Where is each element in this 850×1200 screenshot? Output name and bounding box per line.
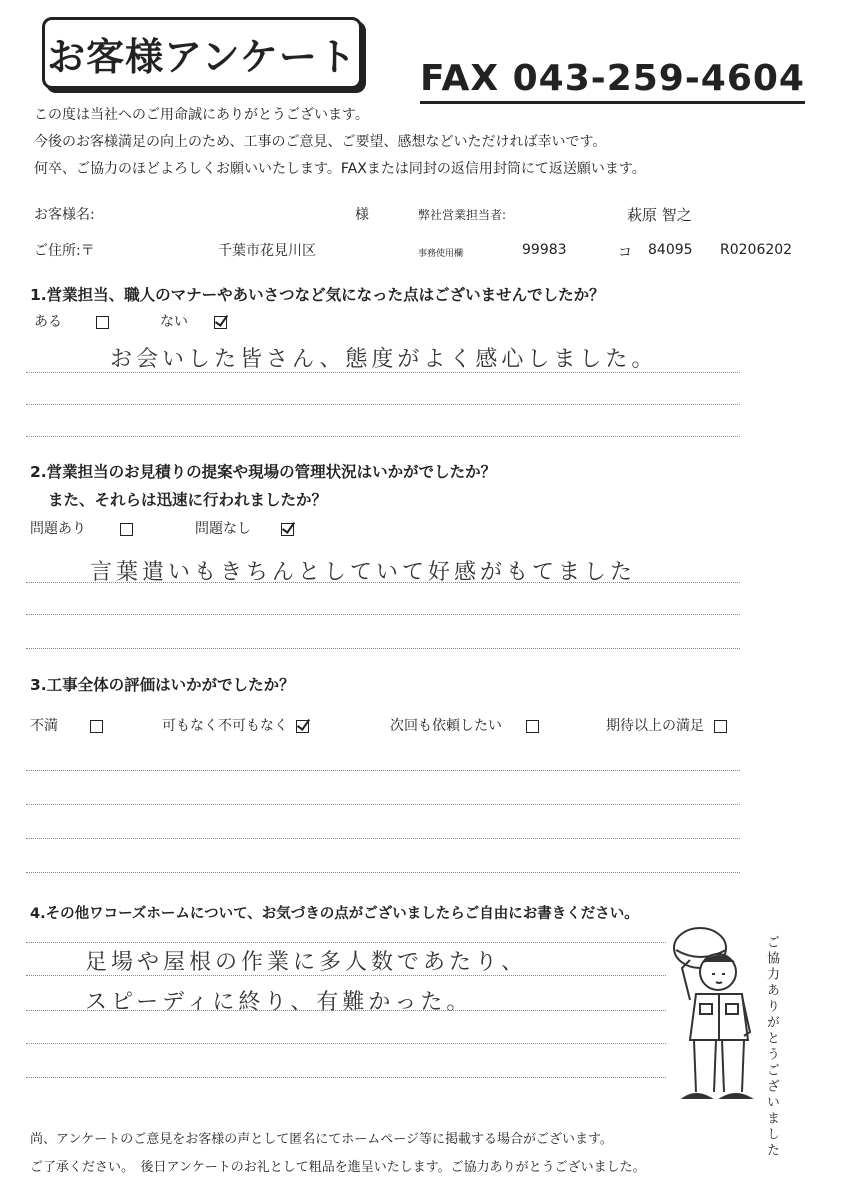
- fax-number: FAX 043-259-4604: [420, 58, 805, 104]
- office-code-3: 84095: [648, 242, 693, 258]
- answer-line: [26, 975, 666, 976]
- survey-title: お客様アンケート: [42, 17, 362, 89]
- q4-answer-line-1: 足場や屋根の作業に多人数であたり、: [85, 950, 528, 975]
- answer-line: [26, 838, 740, 839]
- q1-answer: お会いした皆さん、態度がよく感心しました。: [110, 347, 658, 372]
- q4-answer-line-2: スピーディに終り、有難かった。: [85, 990, 473, 1015]
- question-4: 4.その他ワコーズホームについて、お気づきの点がございましたらご自由にお書きください。: [30, 906, 639, 922]
- checkbox-fuman[interactable]: [90, 720, 103, 733]
- option-label: 問題なし: [195, 521, 251, 537]
- option-label: 不満: [30, 718, 58, 734]
- answer-line: [26, 1077, 666, 1078]
- answer-line: [26, 804, 740, 805]
- office-use-label: 事務使用欄: [418, 249, 464, 259]
- answer-line: [26, 582, 740, 583]
- q2-option-mondai-ari[interactable]: [30, 518, 133, 538]
- answer-line: [26, 436, 740, 437]
- address-label: ご住所:〒: [34, 243, 95, 259]
- checkbox-mondai-ari[interactable]: [120, 523, 133, 536]
- answer-line: [26, 770, 740, 771]
- office-code-1: 99983: [522, 242, 567, 258]
- footer-line-2: ご了承ください。 後日アンケートのお礼として粗品を進呈いたします。ご協力ありがとうございました。: [30, 1160, 646, 1175]
- answer-line: [26, 872, 740, 873]
- checkbox-nai[interactable]: [214, 316, 227, 329]
- q3-option-fuman[interactable]: [30, 715, 103, 735]
- answer-line: [26, 614, 740, 615]
- q1-option-aru[interactable]: [34, 311, 109, 331]
- checkbox-mondai-nashi[interactable]: [281, 523, 294, 536]
- staff-label: 弊社営業担当者:: [418, 208, 507, 222]
- option-label: ある: [34, 314, 62, 330]
- answer-line: [26, 372, 740, 373]
- answer-line: [26, 648, 740, 649]
- question-2-line-1: 2.営業担当のお見積りの提案や現場の管理状況はいかがでしたか？: [30, 463, 497, 481]
- office-code-4: R0206202: [720, 242, 793, 258]
- side-thanks-text: ご協力ありがとうございました: [764, 935, 779, 1159]
- q3-option-kitai-ijo[interactable]: [606, 715, 727, 735]
- q1-option-nai[interactable]: [160, 311, 227, 331]
- footer-line-1: 尚、アンケートのご意見をお客様の声として匿名にてホームページ等に掲載する場合がございます。: [30, 1132, 613, 1147]
- q2-answer: 言葉遣いもきちんとしていて好感がもてました: [90, 560, 637, 585]
- staff-name: 萩原 智之: [627, 206, 692, 224]
- checkbox-jikai[interactable]: [526, 720, 539, 733]
- option-label: 期待以上の満足: [606, 718, 704, 734]
- honorific-label: 様: [355, 207, 369, 223]
- checkbox-kitai-ijo[interactable]: [714, 720, 727, 733]
- option-label: 可もなく不可もなく: [162, 718, 288, 734]
- option-label: 問題あり: [30, 521, 86, 537]
- office-code-2: コ: [618, 245, 632, 261]
- q3-option-jikai[interactable]: [390, 715, 539, 735]
- intro-line-1: この度は当社へのご用命誠にありがとうございます。: [34, 107, 369, 123]
- checkbox-ka-mo-naku[interactable]: [296, 720, 309, 733]
- option-label: 次回も依頼したい: [390, 718, 502, 734]
- customer-name-label: お客様名:: [34, 207, 95, 223]
- question-3: 3.工事全体の評価はいかがでしたか？: [30, 676, 295, 694]
- intro-line-2: 今後のお客様満足の向上のため、工事のご意見、ご要望、感想などいただければ幸いです。: [34, 134, 607, 150]
- question-2-line-2: また、それらは迅速に行われましたか？: [48, 491, 328, 509]
- question-1: 1.営業担当、職人のマナーやあいさつなど気になった点はございませんでしたか？: [30, 286, 605, 304]
- checkbox-aru[interactable]: [96, 316, 109, 329]
- address-value: 千葉市花見川区: [218, 243, 316, 259]
- intro-line-3: 何卒、ご協力のほどよろしくお願いいたします。FAXまたは同封の返信用封筒にて返送願います。: [34, 161, 646, 177]
- option-label: ない: [160, 314, 188, 330]
- q2-option-mondai-nashi[interactable]: [195, 518, 294, 538]
- answer-line: [26, 404, 740, 405]
- answer-line: [26, 1043, 666, 1044]
- answer-line: [26, 1010, 666, 1011]
- answer-line: [26, 942, 666, 943]
- q3-option-ka-mo-naku[interactable]: [162, 715, 309, 735]
- worker-illustration: [660, 920, 770, 1120]
